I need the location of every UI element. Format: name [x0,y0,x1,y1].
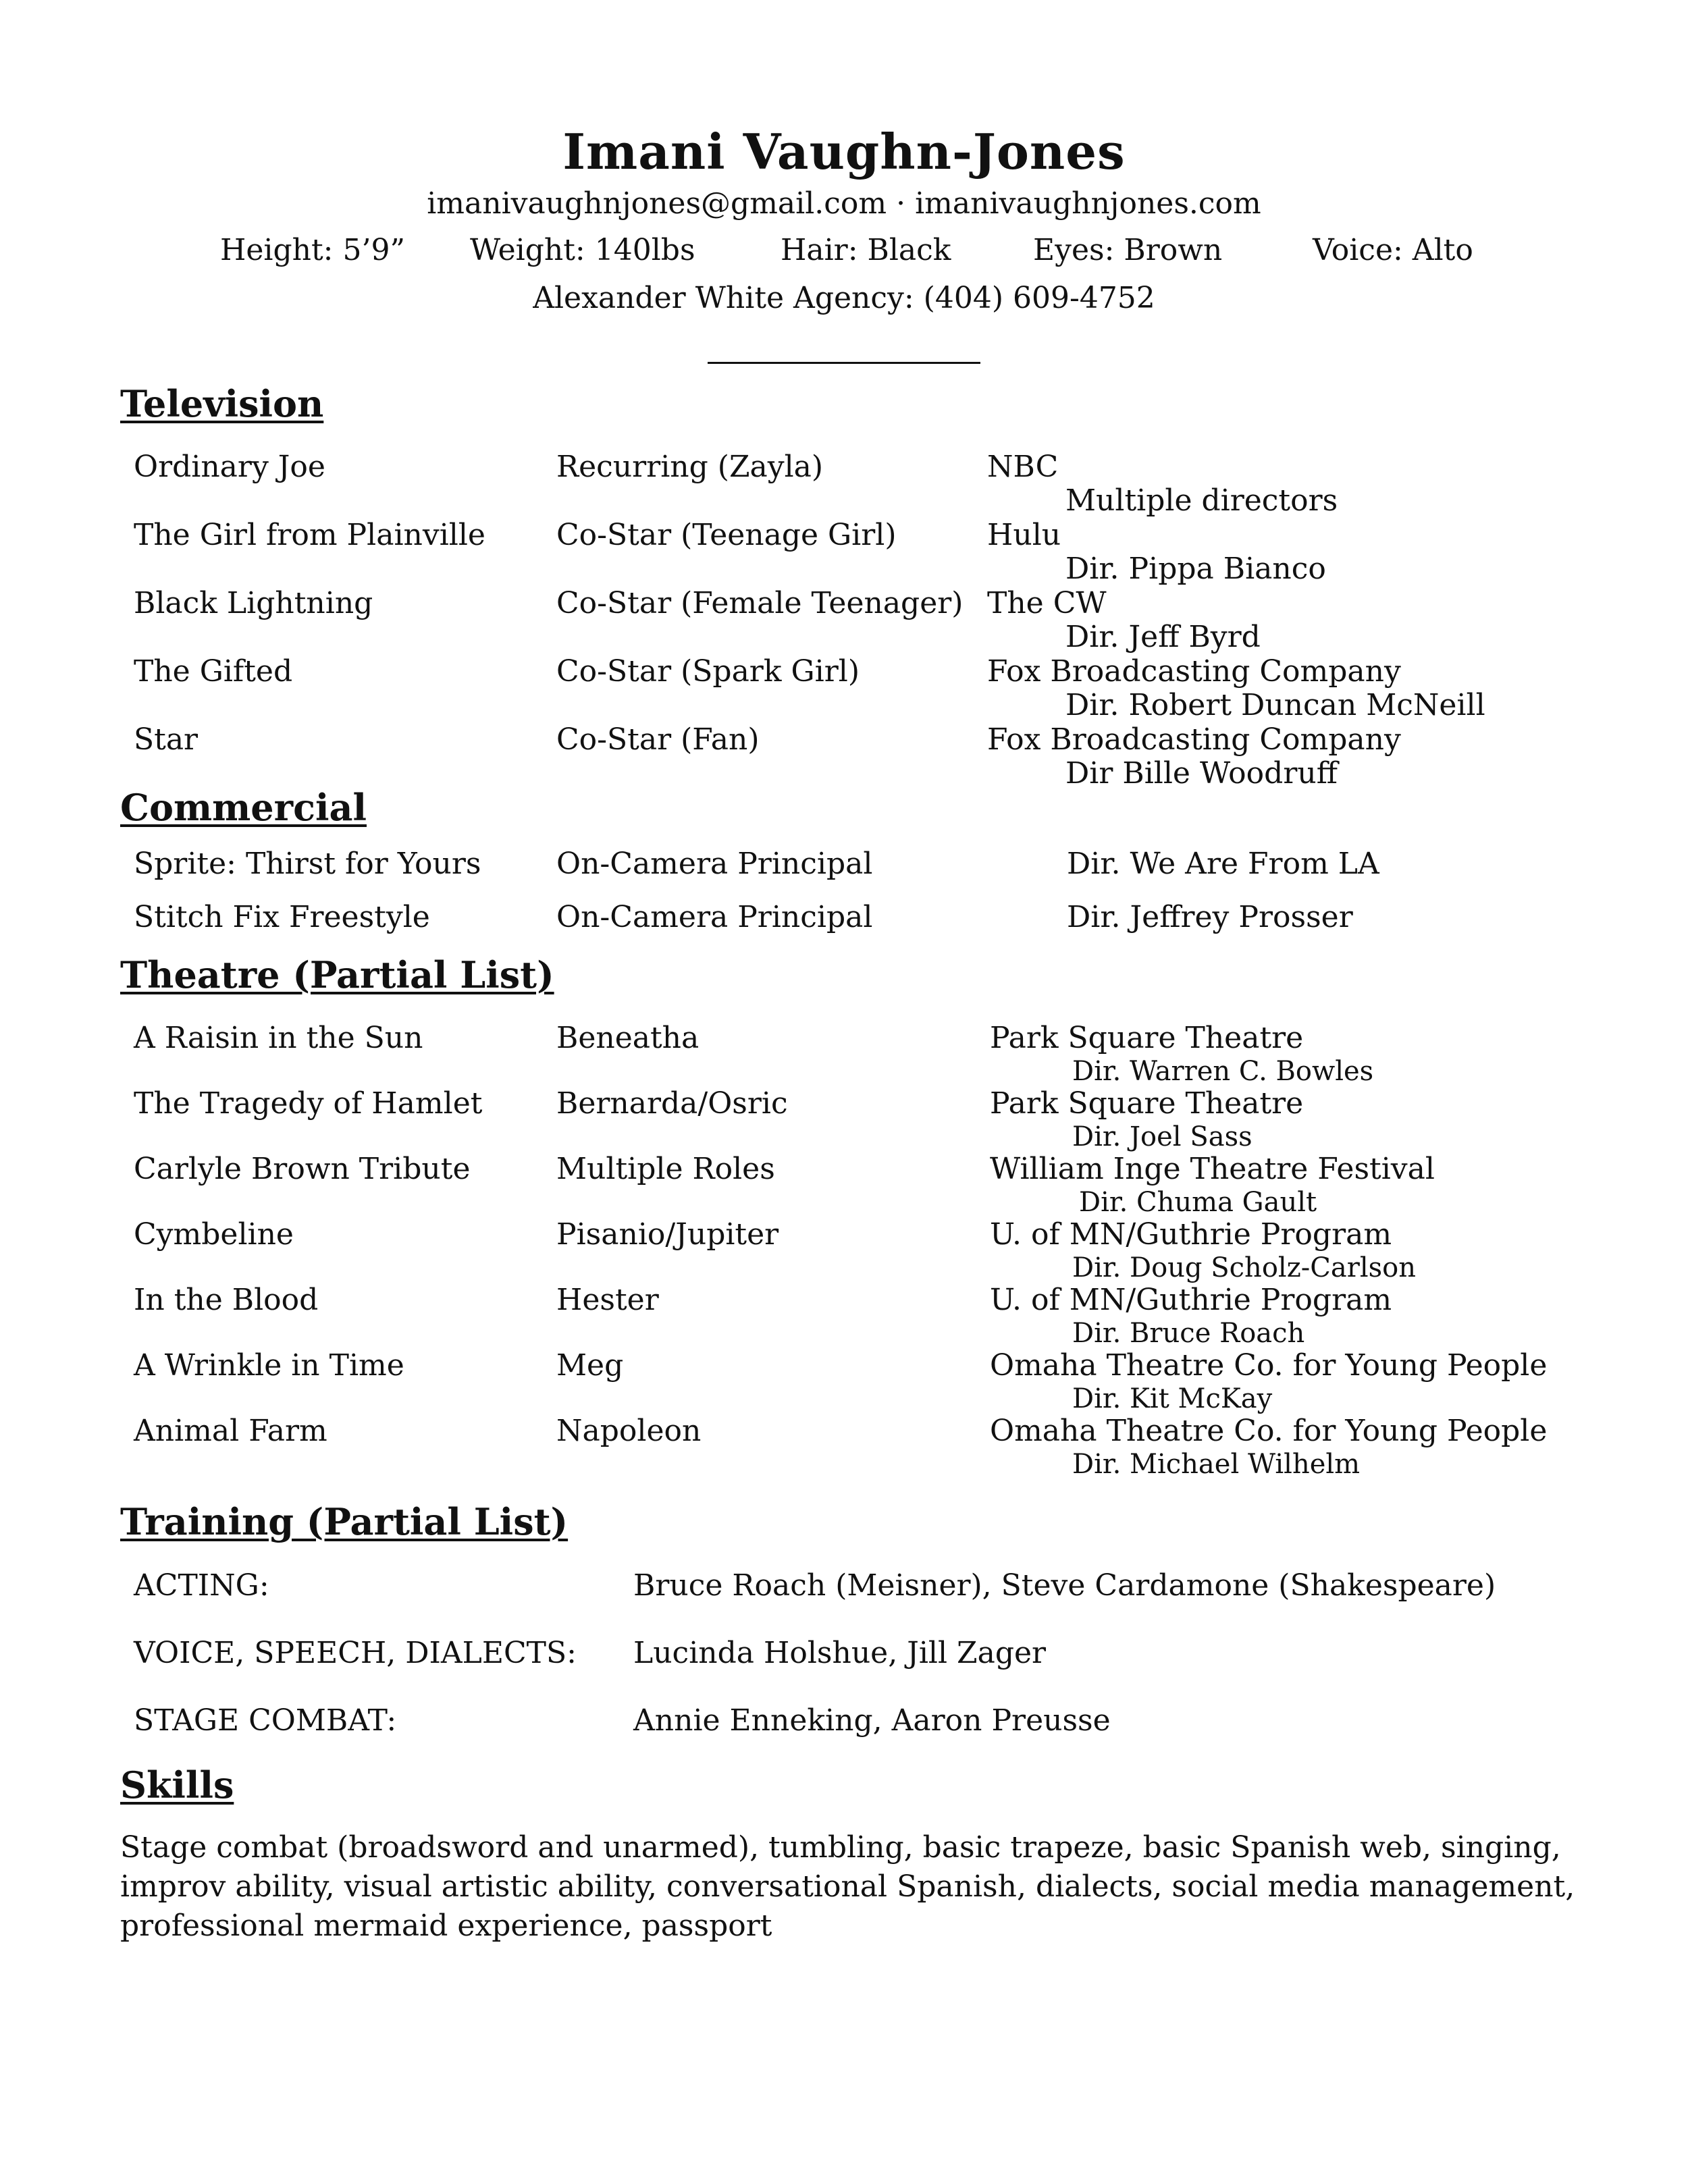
stat-eyes: Eyes: Brown [1033,233,1223,267]
theatre-role: Meg [556,1348,624,1383]
theatre-company: Omaha Theatre Co. for Young People [990,1348,1548,1383]
theatre-title: Carlyle Brown Tribute [134,1152,471,1186]
agency-line: Alexander White Agency: (404) 609-4752 [533,281,1155,315]
theatre-company: William Inge Theatre Festival [990,1152,1435,1186]
theatre-director: Dir. Doug Scholz-Carlson [1072,1252,1417,1283]
theatre-director: Dir. Warren C. Bowles [1072,1056,1374,1087]
tv-title: Star [134,722,199,757]
tv-director: Dir. Jeff Byrd [1065,620,1261,654]
tv-role: Co-Star (Teenage Girl) [556,518,897,552]
commercial-title: Stitch Fix Freestyle [134,900,430,934]
tv-company: Hulu [987,518,1061,552]
theatre-company: Park Square Theatre [990,1021,1304,1055]
commercial-role: On-Camera Principal [556,847,873,881]
training-label: ACTING: [134,1568,269,1603]
tv-title: Ordinary Joe [134,450,325,484]
theatre-role: Hester [556,1283,659,1317]
theatre-director: Dir. Bruce Roach [1072,1318,1305,1349]
tv-company: The CW [987,586,1107,620]
theatre-title: Cymbeline [134,1217,294,1252]
tv-title: The Girl from Plainville [134,518,485,552]
theatre-role: Bernarda/Osric [556,1086,788,1121]
theatre-title: A Raisin in the Sun [134,1021,423,1055]
theatre-company: U. of MN/Guthrie Program [990,1283,1392,1317]
theatre-director: Dir. Kit McKay [1072,1383,1273,1414]
tv-director: Multiple directors [1065,483,1338,518]
stat-voice: Voice: Alto [1313,233,1473,267]
commercial-director: Dir. Jeffrey Prosser [1067,900,1353,934]
section-theatre-heading: Theatre (Partial List) [120,953,554,996]
commercial-role: On-Camera Principal [556,900,873,934]
theatre-company: U. of MN/Guthrie Program [990,1217,1392,1252]
theatre-company: Park Square Theatre [990,1086,1304,1121]
header-divider [708,362,980,364]
tv-director: Dir. Pippa Bianco [1065,552,1326,586]
theatre-title: Animal Farm [134,1414,327,1448]
theatre-role: Beneatha [556,1021,700,1055]
training-value: Bruce Roach (Meisner), Steve Cardamone (Shakespeare) [633,1568,1496,1603]
contact-line: imanivaughnjones@gmail.com · imanivaughnjones.com [427,186,1261,221]
tv-role: Co-Star (Fan) [556,722,760,757]
theatre-title: In the Blood [134,1283,319,1317]
theatre-role: Multiple Roles [556,1152,775,1186]
stat-hair: Hair: Black [781,233,951,267]
theatre-company: Omaha Theatre Co. for Young People [990,1414,1548,1448]
skills-text: Stage combat (broadsword and unarmed), tumbling, basic trapeze, basic Spanish web, singing, improv ability, visual artistic ability, conversational Spanish, dialects, social media management, professional mermaid experience, passport [120,1830,1575,1943]
resume-name: Imani Vaughn-Jones [562,123,1126,180]
tv-title: The Gifted [134,654,293,689]
tv-role: Recurring (Zayla) [556,450,824,484]
section-television-heading: Television [120,382,324,425]
tv-company: NBC [987,450,1059,484]
tv-company: Fox Broadcasting Company [987,722,1401,757]
tv-director: Dir Bille Woodruff [1065,756,1338,791]
section-training-heading: Training (Partial List) [120,1500,569,1543]
section-skills-heading: Skills [120,1763,234,1807]
section-commercial-heading: Commercial [120,786,367,829]
tv-title: Black Lightning [134,586,373,620]
training-label: VOICE, SPEECH, DIALECTS: [134,1636,577,1670]
theatre-title: A Wrinkle in Time [134,1348,404,1383]
training-label: STAGE COMBAT: [134,1703,397,1738]
stat-weight: Weight: 140lbs [470,233,695,267]
commercial-director: Dir. We Are From LA [1067,847,1379,881]
theatre-director: Dir. Michael Wilhelm [1072,1449,1361,1480]
training-value: Lucinda Holshue, Jill Zager [633,1636,1047,1670]
tv-company: Fox Broadcasting Company [987,654,1401,689]
theatre-title: The Tragedy of Hamlet [134,1086,483,1121]
tv-director: Dir. Robert Duncan McNeill [1065,688,1485,722]
tv-role: Co-Star (Spark Girl) [556,654,860,689]
theatre-role: Pisanio/Jupiter [556,1217,779,1252]
theatre-director: Dir. Chuma Gault [1079,1187,1317,1218]
theatre-director: Dir. Joel Sass [1072,1121,1252,1152]
tv-role: Co-Star (Female Teenager) [556,586,964,620]
stat-height: Height: 5’9” [220,233,405,267]
commercial-title: Sprite: Thirst for Yours [134,847,481,881]
training-value: Annie Enneking, Aaron Preusse [633,1703,1111,1738]
theatre-role: Napoleon [556,1414,702,1448]
